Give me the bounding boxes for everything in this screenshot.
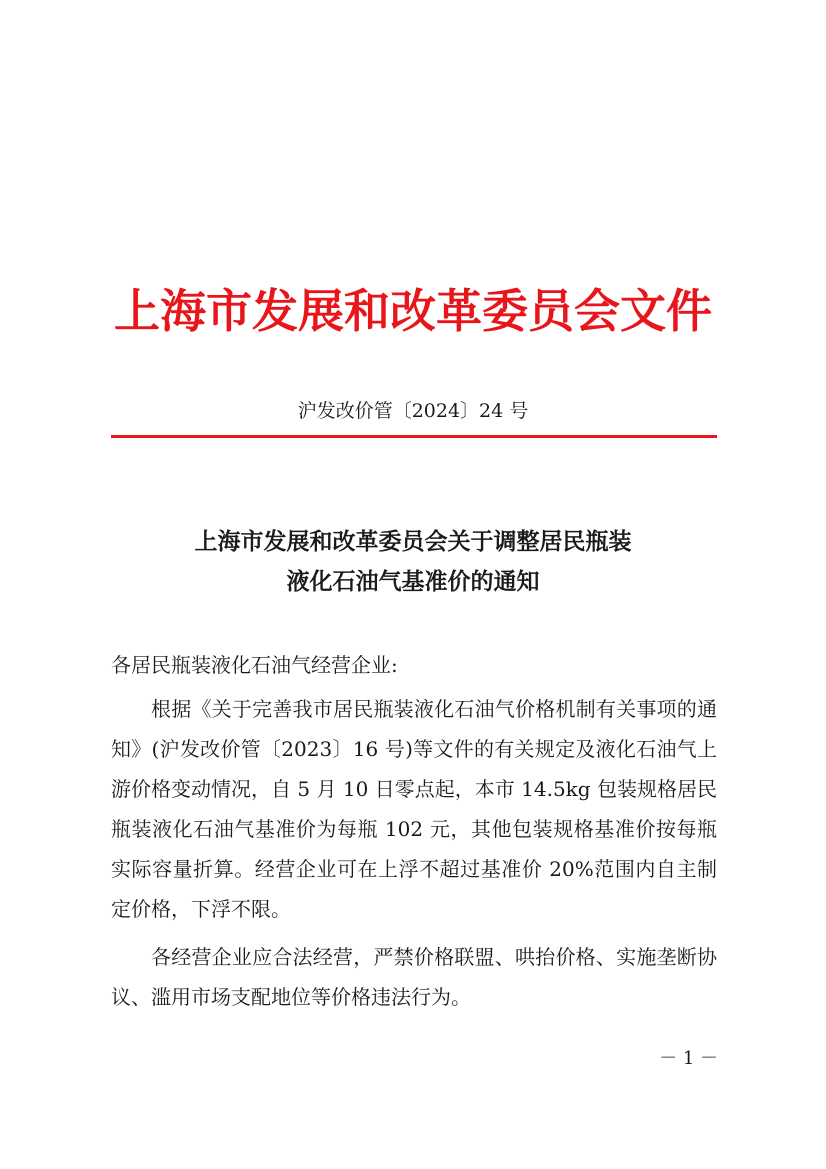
document-number: 沪发改价管〔2024〕24 号 <box>297 400 529 422</box>
notice-title-line-2: 液化石油气基准价的通知 <box>286 568 540 595</box>
body-paragraph: 各经营企业应合法经营，严禁价格联盟、哄抬价格、实施垄断协议、滥用市场支配地位等价格违法行为。 <box>111 945 717 1009</box>
page-number: － 1 － <box>659 1048 718 1069</box>
salutation: 各居民瓶装液化石油气经营企业: <box>111 653 398 677</box>
masthead-title: 上海市发展和改革委员会文件 <box>114 284 712 338</box>
notice-title-line-1: 上海市发展和改革委员会关于调整居民瓶装 <box>194 528 632 555</box>
body-paragraph: 根据《关于完善我市居民瓶装液化石油气价格机制有关事项的通知》(沪发改价管〔2023〕16 号)等文件的有关规定及液化石油气上游价格变动情况，自 5 月 10 日零点起，本市 14.5kg 包装规格居民瓶装液化石油气基准价为每瓶 102 元，其他包装规格基准价按每瓶实际容量折算。经营企业可在上浮不超过基准价 20%范围内自主制定价格，下浮不限。 <box>111 697 717 921</box>
red-divider-line <box>111 435 717 438</box>
